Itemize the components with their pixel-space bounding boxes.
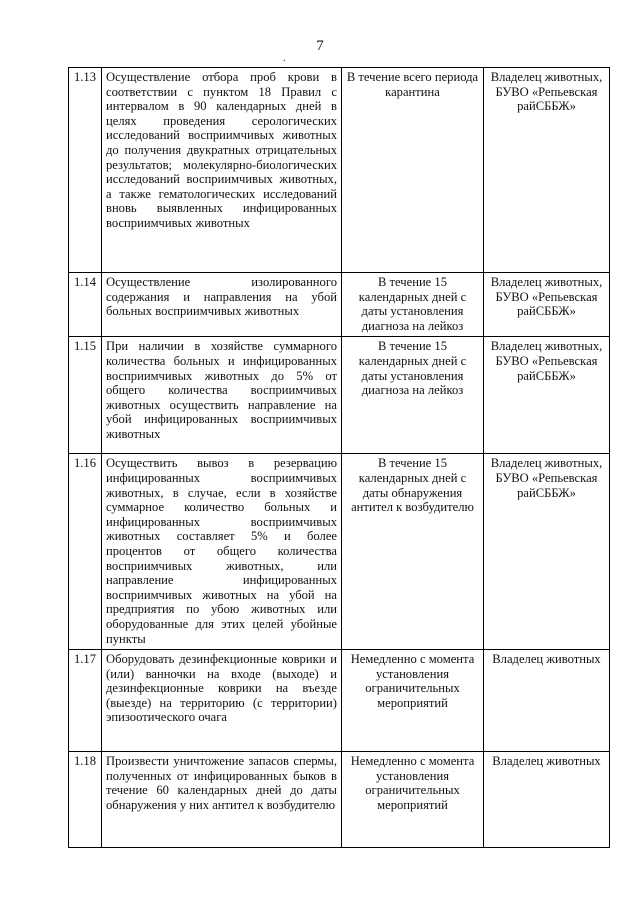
table-row	[69, 752, 610, 848]
measure-term: Немедленно с момента установления ограничительных мероприятий	[342, 650, 484, 752]
measure-text: Осуществление изолированного содержания и направления на убой больных восприимчивых животных	[102, 273, 342, 337]
measure-responsible: Владелец животных, БУВО «Репьевская райСББЖ»	[484, 68, 610, 273]
table-row	[69, 273, 610, 337]
measure-text: При наличии в хозяйстве суммарного количества больных и инфицированных восприимчивых животных до 5% от общего количества восприимчивых животных осуществить направление на убой инфицированных восприимчивых животных	[102, 337, 342, 454]
table-row	[69, 454, 610, 650]
measure-text: Осуществить вывоз в резервацию инфицированных восприимчивых животных, в случае, если в хозяйстве суммарное количество больных и инфицированных восприимчивых животных составляет 5% и более процентов от общего количества восприимчивых животных, или направление инфицированных восприимчивых животных на убой на предприятия по убою животных или оборудованные для этих целей убойные пункты	[102, 454, 342, 650]
measure-term: В течение 15 календарных дней с даты обнаружения антител к возбудителю	[342, 454, 484, 650]
measure-responsible: Владелец животных, БУВО «Репьевская райСББЖ»	[484, 337, 610, 454]
row-number: 1.17	[69, 650, 102, 752]
table-row	[69, 68, 610, 273]
measure-term: В течение всего периода карантина	[342, 68, 484, 273]
measure-responsible: Владелец животных	[484, 650, 610, 752]
page-number: 7	[316, 38, 324, 54]
measure-text: Произвести уничтожение запасов спермы, полученных от инфицированных быков в течение 60 календарных дней до даты обнаружения у них антител к возбудителю	[102, 752, 342, 848]
measure-text: Оборудовать дезинфекционные коврики и (или) ванночки на входе (выходе) и дезинфекционные коврики на въезде (выезде) на территорию (с территории) эпизоотического очага	[102, 650, 342, 752]
measures-table	[68, 67, 610, 848]
row-number: 1.18	[69, 752, 102, 848]
measure-term: Немедленно с момента установления ограничительных мероприятий	[342, 752, 484, 848]
measure-text: Осуществление отбора проб крови в соответствии с пунктом 18 Правил с интервалом в 90 календарных дней в целях проведения серологических исследований восприимчивых животных до получения двукратных отрицательных результатов; молекулярно-биологических исследований восприимчивых животных, а также гематологических исследований вновь выявленных инфицированных восприимчивых животных	[102, 68, 342, 273]
row-number: 1.13	[69, 68, 102, 273]
row-number: 1.16	[69, 454, 102, 650]
measure-term: В течение 15 календарных дней с даты установления диагноза на лейкоз	[342, 273, 484, 337]
row-number: 1.15	[69, 337, 102, 454]
table-row	[69, 337, 610, 454]
table-row	[69, 650, 610, 752]
row-number: 1.14	[69, 273, 102, 337]
measure-responsible: Владелец животных	[484, 752, 610, 848]
measure-term: В течение 15 календарных дней с даты установления диагноза на лейкоз	[342, 337, 484, 454]
measure-responsible: Владелец животных, БУВО «Репьевская райСББЖ»	[484, 273, 610, 337]
page-mark: .	[283, 53, 286, 64]
measure-responsible: Владелец животных, БУВО «Репьевская райСББЖ»	[484, 454, 610, 650]
